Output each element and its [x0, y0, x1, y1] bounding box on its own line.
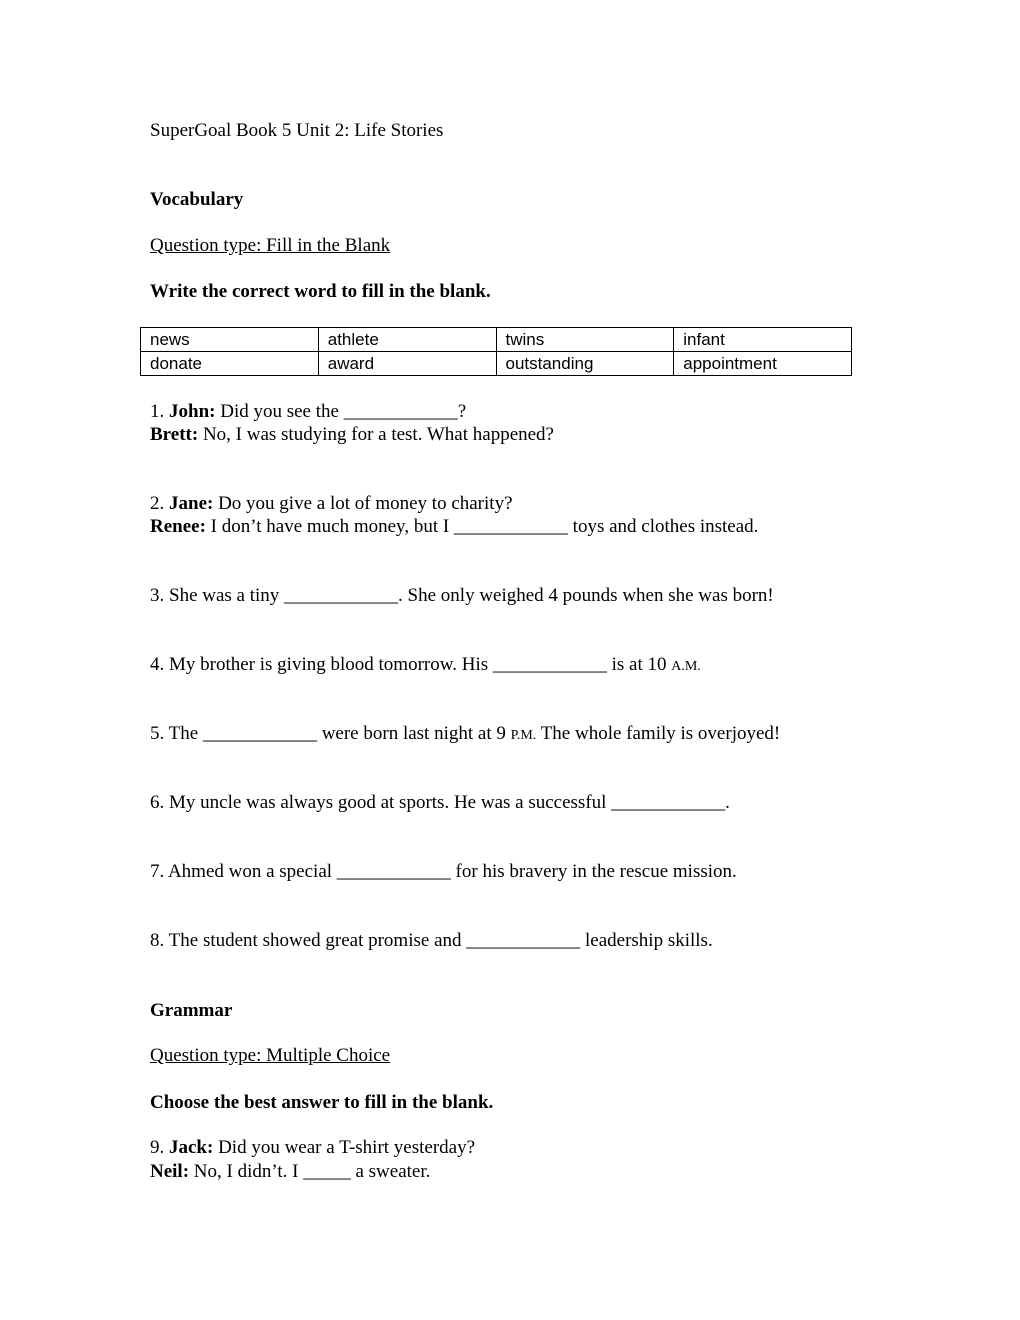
word-bank-cell: news — [141, 328, 319, 352]
question-line — [150, 930, 713, 952]
question-line — [150, 792, 730, 814]
word-bank-cell: outstanding — [496, 352, 674, 376]
vocabulary-question-type: Question type: Fill in the Blank — [150, 235, 391, 256]
question-text: Did you wear a T-shirt yesterday? — [213, 1137, 476, 1158]
speaker-name: Jane: — [169, 493, 214, 514]
speaker-name: Neil: — [150, 1161, 190, 1182]
question-line — [150, 1137, 475, 1159]
question-line — [150, 861, 737, 883]
question-line — [150, 516, 758, 538]
question-line — [150, 723, 780, 747]
question-text: A.M. — [671, 659, 701, 674]
word-bank-cell: award — [318, 352, 496, 376]
grammar-instruction: Choose the best answer to fill in the blank. — [150, 1092, 494, 1113]
vocabulary-heading: Vocabulary — [150, 189, 244, 210]
word-bank-row — [141, 328, 852, 352]
question-line — [150, 654, 701, 678]
question-text: P.M. — [510, 728, 537, 743]
question-line — [150, 493, 513, 515]
word-bank-cell: twins — [496, 328, 674, 352]
question-text: 8. The student showed great promise and ____________ leadership skills. — [150, 930, 713, 951]
question-text: No, I was studying for a test. What happened? — [198, 424, 554, 445]
question-line — [150, 585, 774, 607]
question-text: Do you give a lot of money to charity? — [213, 493, 513, 514]
question-text: 5. The ____________ were born last night at 9 — [150, 723, 511, 744]
question-text: 1. — [150, 401, 169, 422]
question-line — [150, 401, 466, 423]
grammar-question-type: Question type: Multiple Choice — [150, 1045, 391, 1066]
speaker-name: Renee: — [150, 516, 206, 537]
word-bank-cell: athlete — [318, 328, 496, 352]
grammar-heading: Grammar — [150, 1000, 233, 1021]
question-line — [150, 1161, 430, 1183]
question-line — [150, 424, 554, 446]
word-bank-cell: infant — [674, 328, 852, 352]
speaker-name: Jack: — [169, 1137, 214, 1158]
question-text: No, I didn’t. I _____ a sweater. — [189, 1161, 431, 1182]
speaker-name: Brett: — [150, 424, 199, 445]
question-text: I don’t have much money, but I ____________ toys and clothes instead. — [205, 516, 759, 537]
vocabulary-instruction: Write the correct word to fill in the blank. — [150, 281, 491, 302]
question-text: 9. — [150, 1137, 169, 1158]
question-text: 4. My brother is giving blood tomorrow. His ____________ is at 10 — [150, 654, 672, 675]
word-bank-cell: donate — [141, 352, 319, 376]
question-text: Did you see the ____________? — [215, 401, 467, 422]
question-text: 2. — [150, 493, 169, 514]
document-title: SuperGoal Book 5 Unit 2: Life Stories — [150, 120, 444, 141]
question-text: The whole family is overjoyed! — [536, 723, 781, 744]
question-text: 6. My uncle was always good at sports. He was a successful ____________. — [150, 792, 730, 813]
question-text: 3. She was a tiny ____________. She only weighed 4 pounds when she was born! — [150, 585, 774, 606]
word-bank-cell: appointment — [674, 352, 852, 376]
speaker-name: John: — [169, 401, 216, 422]
word-bank-row — [141, 352, 852, 376]
word-bank-table — [140, 327, 852, 376]
question-text: 7. Ahmed won a special ____________ for his bravery in the rescue mission. — [150, 861, 737, 882]
